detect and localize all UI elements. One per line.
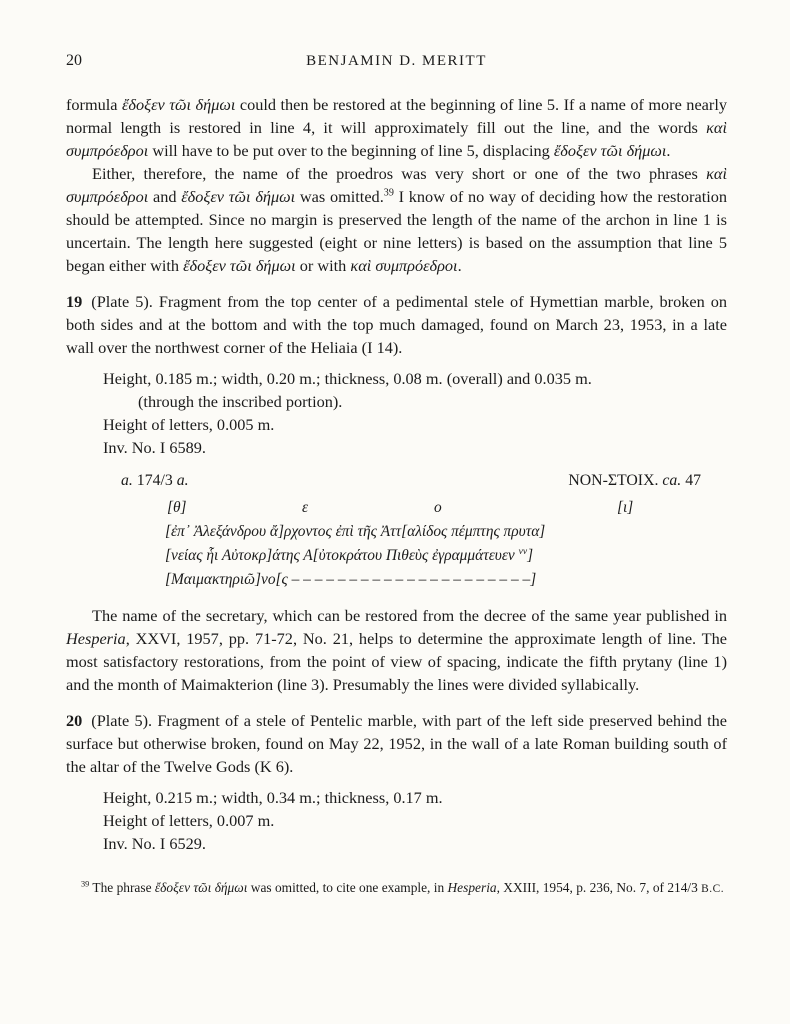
- inscription-heading-row: [121, 470, 701, 492]
- entry-19-description: 19 (Plate 5). Fragment from the top center of a pedimental stele of Hymettian marble, broken on both sides and at the bottom and with the top much damaged, found on March 23, 1953, in a late wall over the northwest corner of the Heliaia (I 14).: [66, 292, 727, 357]
- inscription-line-2: [νείας ἧι Αὐτοκρ]άτης Α[ὐτοκράτου Πιθεὺς ἐγραμμάτευεν $^{vv}$]: [165, 545, 534, 564]
- paragraph-continuation: formula ἔδοξεν τῶι δήμωι could then be restored at the beginning of line 5. If a name of more nearly normal length is restored in line 4, it will approximately fill out the line, and the words καὶ συμπρόεδροι will have to be put over to the beginning of line 5, displacing ἔδοξεν τῶι δήμωι.: [66, 95, 727, 160]
- entry-19-measurements: [103, 367, 727, 459]
- paragraph: Either, therefore, the name of the proedros was very short or one of the two phrases καὶ συμπρόεδροι and ἔδοξεν τῶι δήμωι was omitted.$^{39}$ I know of no way of deciding how the restoration should be attempted. Since no margin is preserved the length of the name of the archon in line 1 is uncertain. The length here suggested (eight or nine letters) is based on the assumption that line 5 began either with ἔδοξεν τῶι δήμωι or with καὶ συμπρόεδροι.: [66, 164, 728, 275]
- measurement-line: Inv. No. I 6529.: [103, 834, 206, 853]
- trace-letter: [θ]: [167, 499, 187, 516]
- entry-19-commentary: The name of the secretary, which can be restored from the decree of the same year published in Hesperia, XXVI, 1957, pp. 71-72, No. 21, helps to determine the approximate length of line. The most satisfactory restorations, from the point of view of spacing, indicate the fifth prytany (line 1) and the month of Maimakterion (line 3). Presumably the lines were divided syllabically.: [66, 606, 727, 694]
- greek-inscription: [165, 496, 727, 592]
- measurement-line: Height of letters, 0.005 m.: [103, 415, 275, 434]
- measurement-line: Height of letters, 0.007 m.: [103, 811, 275, 830]
- non-stoichedon-label: NON-ΣΤΟΙΧ. ca. 47: [568, 472, 701, 489]
- entry-20-measurements: [103, 786, 727, 855]
- running-title: BENJAMIN D. MERITT: [306, 53, 487, 69]
- entry-20-description: 20 (Plate 5). Fragment of a stele of Pentelic marble, with part of the left side preserved behind the surface but otherwise broken, found on May 22, 1952, in the wall of a late Roman building south of the altar of the Twelve Gods (K 6).: [66, 711, 727, 776]
- measurement-line: (through the inscribed portion).: [138, 392, 343, 411]
- inscription-trace-line: [165, 496, 727, 520]
- measurement-line: Height, 0.215 m.; width, 0.34 m.; thickness, 0.17 m.: [103, 788, 443, 807]
- trace-letter: ε: [302, 499, 309, 516]
- inscription-line-1: [ἐπ᾽ Ἀλεξάνδρου ἄ]ρχοντος ἐπὶ τῆς Ἀττ[αλίδος πέμπτης πρυτα]: [165, 523, 546, 540]
- date-label: a. 174/3 a.: [121, 472, 189, 489]
- inscription-line-3: [Μαιμακτηριῶ]νο[ς – – – – – – – – – – – – – – – – – – – – –]: [165, 571, 537, 588]
- measurement-line: Inv. No. I 6589.: [103, 438, 206, 457]
- page-header: [66, 52, 727, 74]
- footnote-39: $^{39}$ The phrase ἔδοξεν τῶι δήμωι was omitted, to cite one example, in Hesperia, XXIII, 1954, p. 236, No. 7, of 214/3 B.C.: [81, 879, 725, 895]
- page-number: 20: [66, 52, 82, 69]
- measurement-line: Height, 0.185 m.; width, 0.20 m.; thickness, 0.08 m. (overall) and 0.035 m.: [103, 369, 592, 388]
- trace-letter: [ι]: [617, 499, 634, 516]
- trace-letter: ο: [434, 499, 442, 516]
